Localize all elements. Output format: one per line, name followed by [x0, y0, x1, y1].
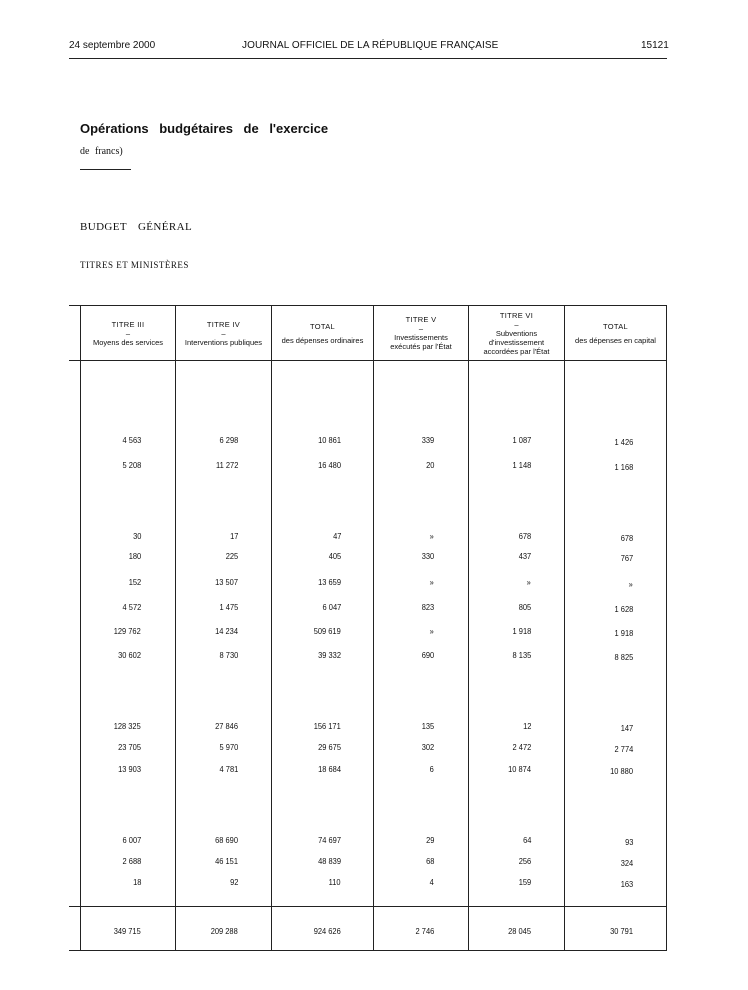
total-cell: 924 626 [313, 926, 341, 936]
table-cell: 68 [425, 856, 434, 866]
total-cell: 349 715 [113, 926, 141, 936]
table-cell: 225 [225, 551, 238, 561]
table-cell: 324 [620, 858, 633, 868]
table-cell: 256 [518, 856, 531, 866]
column-divider [175, 305, 176, 951]
column-header-title: TITRE IV [206, 319, 241, 329]
title-rule [80, 169, 131, 170]
table-cell: 46 151 [215, 856, 238, 866]
column-header-title: TITRE III [111, 319, 145, 329]
table-cell: 29 675 [318, 742, 341, 752]
table-cell: 13 659 [318, 577, 341, 587]
column-header-dash: – [418, 324, 424, 333]
total-cell: 2 746 [415, 926, 434, 936]
table-cell: 27 846 [215, 721, 238, 731]
table-cell: 152 [128, 577, 141, 587]
table-total-rule [69, 906, 667, 907]
column-header-desc: des dépenses en capital [575, 335, 656, 345]
table-cell: 6 007 [122, 835, 141, 845]
page-number: 15121 [641, 40, 669, 51]
table-bottom-rule [69, 950, 667, 951]
table-cell: 1 148 [512, 460, 531, 470]
table-cell: 29 [425, 835, 434, 845]
table-cell: 23 705 [118, 742, 141, 752]
column-header-dash: – [221, 328, 226, 338]
table-cell: 5 208 [122, 460, 141, 470]
table-cell: 1 087 [512, 435, 531, 445]
table-cell: 128 325 [113, 721, 141, 731]
table-cell: 437 [518, 551, 531, 561]
table-cell: 2 472 [512, 742, 531, 752]
table-cell: 6 047 [322, 602, 341, 612]
table-cell: 1 918 [614, 628, 633, 638]
table-cell: 4 572 [122, 602, 141, 612]
table-cell: » [429, 577, 434, 587]
column-header-dash: – [125, 328, 131, 338]
column-header-desc: Investissements [394, 333, 448, 342]
table-cell: 767 [620, 553, 633, 563]
table-cell: 39 332 [318, 650, 341, 660]
table-cell: 74 697 [318, 835, 341, 845]
table-cell: 110 [329, 877, 341, 887]
column-header-title: TITRE V [405, 315, 437, 324]
table-cell: 13 903 [118, 764, 141, 774]
journal-title: JOURNAL OFFICIEL DE LA RÉPUBLIQUE FRANÇAISE [242, 40, 499, 51]
table-cell: 11 272 [215, 460, 238, 470]
column-header-title: TOTAL [603, 321, 628, 331]
table-cell: 14 234 [215, 626, 238, 636]
column-header-titre-v [374, 306, 468, 360]
table-cell: 1 426 [614, 437, 633, 447]
table-cell: 509 619 [313, 626, 341, 636]
total-cell: 28 045 [508, 926, 531, 936]
table-cell: 159 [518, 877, 531, 887]
table-cell: 180 [128, 551, 141, 561]
table-cell: 330 [421, 551, 434, 561]
table-cell: 16 480 [318, 460, 341, 470]
table-cell: 20 [425, 460, 434, 470]
column-header-desc: des dépenses ordinaires [281, 335, 364, 345]
column-header-title: TITRE VI [499, 310, 534, 320]
column-header-dash: – [514, 319, 519, 329]
section-heading: BUDGET GÉNÉRAL [80, 221, 193, 233]
column-divider [271, 305, 272, 951]
column-header-desc: Moyens des services [92, 337, 164, 347]
table-cell: » [526, 577, 531, 587]
table-cell: 93 [624, 837, 633, 847]
column-header-desc: Subventions [495, 328, 538, 338]
header-date: 24 septembre 2000 [69, 40, 156, 51]
table-left-border [80, 305, 81, 951]
table-cell: » [429, 626, 434, 636]
table-cell: 8 730 [219, 650, 238, 660]
table-cell: 4 563 [122, 435, 141, 445]
column-header-titre-vi [469, 306, 564, 360]
table-cell: 18 684 [318, 764, 341, 774]
table-header-rule [69, 360, 667, 361]
column-header-total-ordinaires [272, 306, 373, 360]
table-cell: 10 861 [318, 435, 341, 445]
table-cell: 135 [421, 721, 434, 731]
table-cell: » [628, 579, 633, 589]
table-cell: 92 [229, 877, 238, 887]
table-cell: 2 774 [614, 744, 633, 754]
column-header-desc: Interventions publiques [184, 337, 263, 347]
table-cell: » [429, 531, 434, 541]
table-cell: 12 [522, 721, 531, 731]
table-cell: 4 [429, 877, 434, 887]
table-cell: 30 602 [118, 650, 141, 660]
table-cell: 18 [132, 877, 141, 887]
table-cell: 17 [229, 531, 238, 541]
table-cell: 2 688 [122, 856, 141, 866]
table-cell: 13 507 [215, 577, 238, 587]
column-divider [373, 305, 374, 951]
column-header-titre-iii [81, 306, 175, 360]
table-cell: 64 [522, 835, 531, 845]
column-divider [564, 305, 565, 951]
table-cell: 147 [620, 723, 633, 733]
column-divider [468, 305, 469, 951]
table-cell: 302 [421, 742, 434, 752]
column-header-desc-line2: exécutés par l'État [390, 342, 452, 351]
table-cell: 678 [620, 533, 633, 543]
column-header-desc-line3: accordées par l'État [483, 346, 550, 356]
total-cell: 30 791 [610, 926, 633, 936]
table-cell: 1 475 [219, 602, 238, 612]
table-cell: 68 690 [215, 835, 238, 845]
total-cell: 209 288 [210, 926, 238, 936]
table-cell: 678 [518, 531, 531, 541]
table-cell: 4 781 [219, 764, 238, 774]
table-cell: 805 [518, 602, 531, 612]
column-header-total-capital [565, 306, 666, 360]
table-cell: 10 880 [610, 766, 633, 776]
table-cell: 405 [328, 551, 341, 561]
table-cell: 823 [421, 602, 434, 612]
table-cell: 48 839 [318, 856, 341, 866]
column-header-title: TOTAL [310, 321, 335, 331]
table-cell: 1 918 [512, 626, 531, 636]
table-cell: 690 [421, 650, 434, 660]
table-cell: 1 628 [614, 604, 633, 614]
table-cell: 163 [620, 879, 633, 889]
header-rule [69, 58, 667, 59]
table-cell: 5 970 [219, 742, 238, 752]
table-cell: 156 171 [313, 721, 341, 731]
column-header-desc-line2: d'investissement [488, 337, 545, 347]
table-cell: 129 762 [113, 626, 141, 636]
table-cell: 10 874 [508, 764, 531, 774]
table-cell: 30 [132, 531, 141, 541]
table-cell: 47 [332, 531, 341, 541]
subsection-heading: TITRES ET MINISTÈRES [80, 260, 189, 270]
table-right-border [666, 305, 667, 951]
table-cell: 339 [421, 435, 434, 445]
column-header-titre-iv [176, 306, 271, 360]
document-title: Opérations budgétaires de l'exercice [80, 121, 329, 136]
document-subtitle: de francs) [80, 146, 123, 157]
table-cell: 8 825 [614, 652, 633, 662]
table-cell: 1 168 [614, 462, 633, 472]
table-cell: 6 [429, 764, 434, 774]
table-cell: 8 135 [512, 650, 531, 660]
table-cell: 6 298 [219, 435, 238, 445]
